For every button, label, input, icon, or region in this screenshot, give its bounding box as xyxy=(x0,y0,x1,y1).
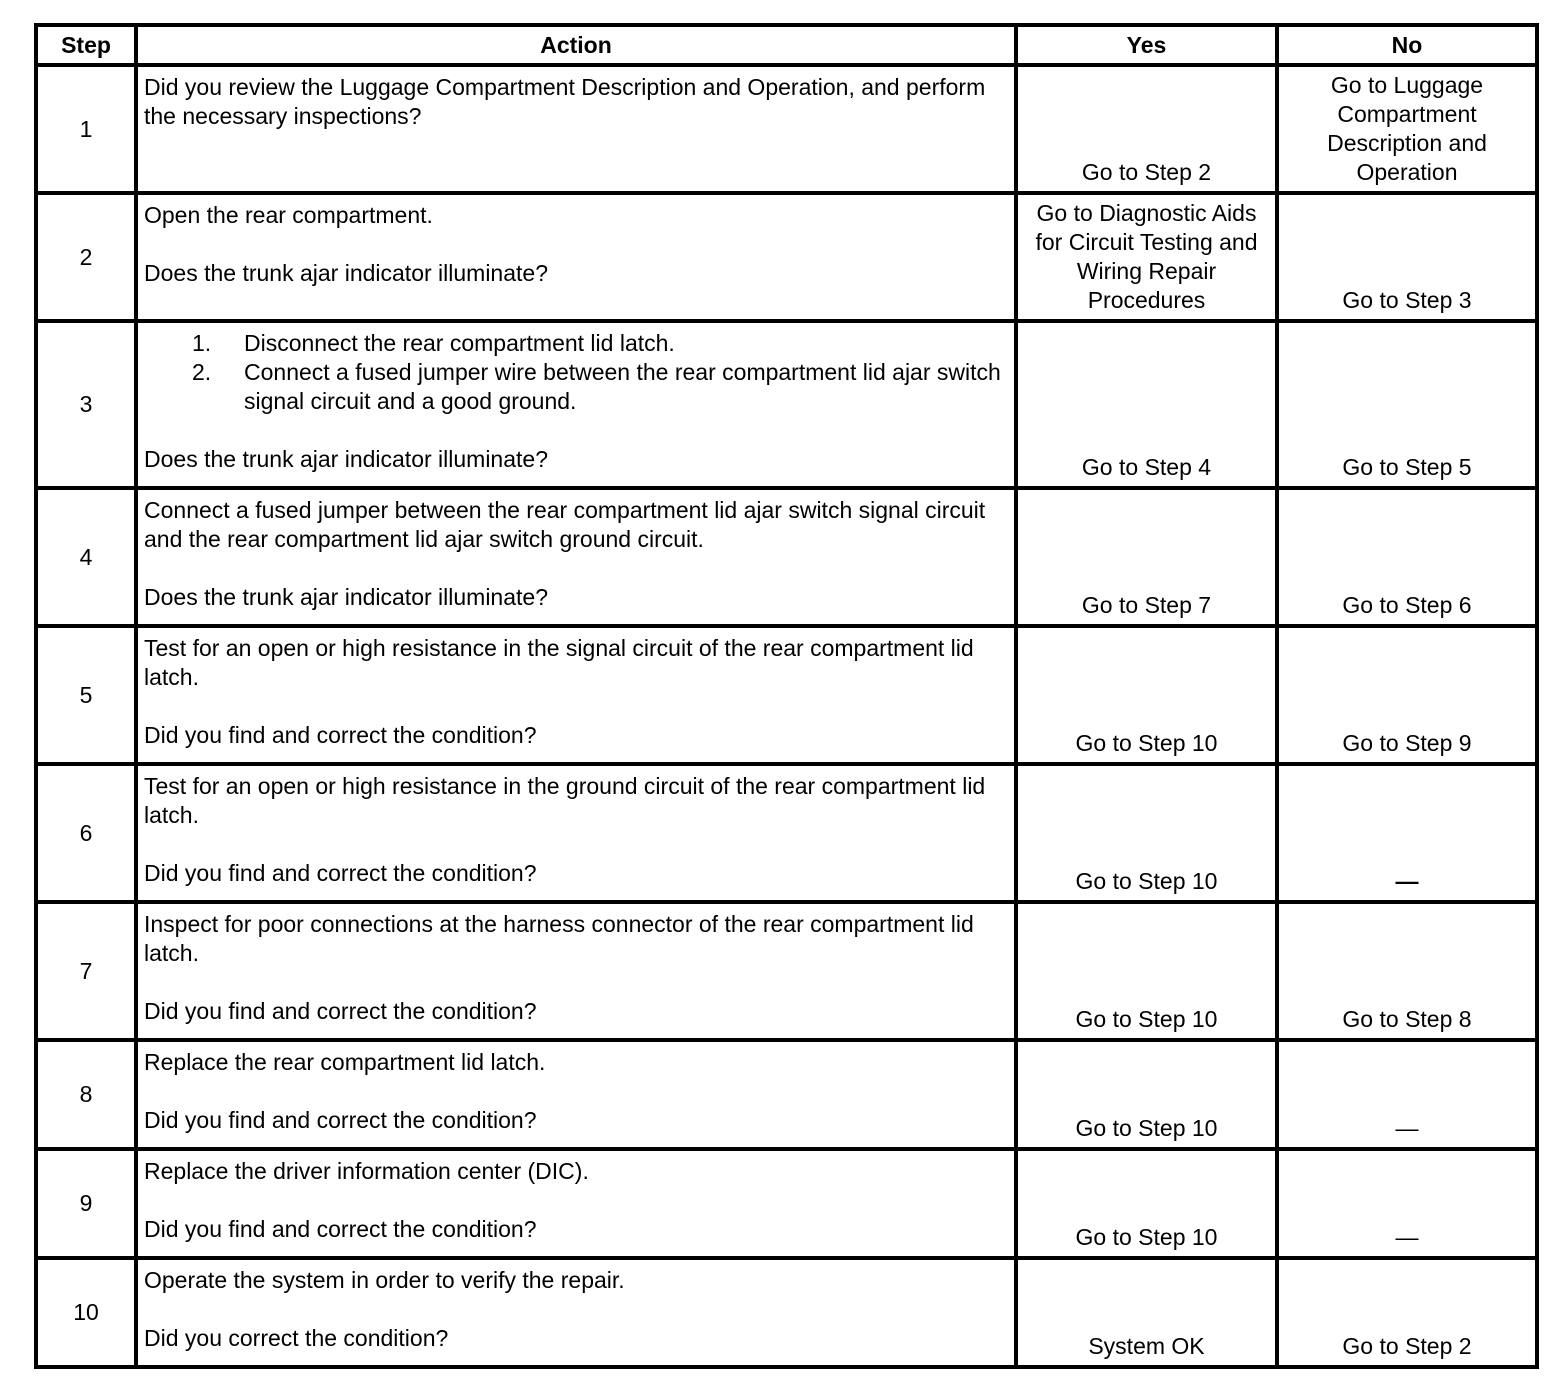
table-row xyxy=(36,65,1537,193)
step-number: 4 xyxy=(36,488,136,626)
yes-cell: Go to Diagnostic Aids for Circuit Testing and Wiring Repair Procedures xyxy=(1016,193,1277,321)
no-cell: — xyxy=(1277,1149,1537,1258)
yes-cell: Go to Step 7 xyxy=(1016,488,1277,626)
no-cell: Go to Step 2 xyxy=(1277,1258,1537,1367)
action-question: Did you correct the condition? xyxy=(144,1325,449,1351)
action-text: Replace the driver information center (DIC). xyxy=(144,1158,589,1184)
step-number: 5 xyxy=(36,626,136,764)
action-cell xyxy=(136,902,1016,1040)
table-row xyxy=(36,1040,1537,1149)
action-cell xyxy=(136,1040,1016,1149)
table-row xyxy=(36,1149,1537,1258)
no-cell: — xyxy=(1277,1040,1537,1149)
action-steps-list xyxy=(192,329,1008,416)
yes-cell: Go to Step 10 xyxy=(1016,902,1277,1040)
action-question: Does the trunk ajar indicator illuminate? xyxy=(144,260,548,286)
header-no: No xyxy=(1277,25,1537,65)
action-text: Connect a fused jumper between the rear compartment lid ajar switch signal circuit and the rear compartment lid ajar switch ground circuit. xyxy=(144,497,986,552)
list-item-text: Connect a fused jumper wire between the rear compartment lid ajar switch signal circuit and a good ground. xyxy=(244,359,1001,414)
step-number: 8 xyxy=(36,1040,136,1149)
action-text: Operate the system in order to verify the repair. xyxy=(144,1267,625,1293)
action-cell xyxy=(136,626,1016,764)
header-step: Step xyxy=(36,25,136,65)
no-cell: Go to Step 3 xyxy=(1277,193,1537,321)
diagnostic-table xyxy=(34,23,1539,1369)
action-question: Does the trunk ajar indicator illuminate? xyxy=(144,446,548,472)
action-cell xyxy=(136,1258,1016,1367)
action-question: Did you find and correct the condition? xyxy=(144,1216,537,1242)
table-row xyxy=(36,193,1537,321)
table-row xyxy=(36,1258,1537,1367)
yes-cell: Go to Step 10 xyxy=(1016,764,1277,902)
action-question: Did you find and correct the condition? xyxy=(144,722,537,748)
no-cell: Go to Step 5 xyxy=(1277,321,1537,488)
header-row xyxy=(36,25,1537,65)
no-cell: Go to Luggage Compartment Description and Operation xyxy=(1277,65,1537,193)
action-text: Did you review the Luggage Compartment Description and Operation, and perform the necessary inspections? xyxy=(144,74,986,129)
no-cell: — xyxy=(1277,764,1537,902)
action-text: Replace the rear compartment lid latch. xyxy=(144,1049,546,1075)
action-text: Test for an open or high resistance in the signal circuit of the rear compartment lid latch. xyxy=(144,635,974,690)
yes-cell: Go to Step 2 xyxy=(1016,65,1277,193)
table-row xyxy=(36,321,1537,488)
list-item xyxy=(192,329,1008,358)
action-cell xyxy=(136,488,1016,626)
step-number: 9 xyxy=(36,1149,136,1258)
list-item-text: Disconnect the rear compartment lid latch. xyxy=(244,330,675,356)
action-text: Open the rear compartment. xyxy=(144,202,433,228)
step-number: 6 xyxy=(36,764,136,902)
yes-cell: System OK xyxy=(1016,1258,1277,1367)
action-text: Test for an open or high resistance in the ground circuit of the rear compartment lid latch. xyxy=(144,773,986,828)
table-row xyxy=(36,626,1537,764)
action-cell xyxy=(136,1149,1016,1258)
action-cell xyxy=(136,193,1016,321)
header-yes: Yes xyxy=(1016,25,1277,65)
step-number: 1 xyxy=(36,65,136,193)
no-cell: Go to Step 9 xyxy=(1277,626,1537,764)
yes-cell: Go to Step 10 xyxy=(1016,1040,1277,1149)
step-number: 3 xyxy=(36,321,136,488)
list-item xyxy=(192,358,1008,416)
list-item-number: 2. xyxy=(192,359,212,385)
action-question: Does the trunk ajar indicator illuminate? xyxy=(144,584,548,610)
header-action: Action xyxy=(136,25,1016,65)
table-row xyxy=(36,488,1537,626)
action-question: Did you find and correct the condition? xyxy=(144,1107,537,1133)
action-cell xyxy=(136,764,1016,902)
table-row xyxy=(36,764,1537,902)
yes-cell: Go to Step 10 xyxy=(1016,1149,1277,1258)
action-text: Inspect for poor connections at the harness connector of the rear compartment lid latch. xyxy=(144,911,974,966)
step-number: 7 xyxy=(36,902,136,1040)
no-cell: Go to Step 8 xyxy=(1277,902,1537,1040)
action-question: Did you find and correct the condition? xyxy=(144,998,537,1024)
list-item-number: 1. xyxy=(192,330,212,356)
table-row xyxy=(36,902,1537,1040)
step-number: 2 xyxy=(36,193,136,321)
yes-cell: Go to Step 10 xyxy=(1016,626,1277,764)
yes-cell: Go to Step 4 xyxy=(1016,321,1277,488)
action-question: Did you find and correct the condition? xyxy=(144,860,537,886)
step-number: 10 xyxy=(36,1258,136,1367)
action-cell xyxy=(136,65,1016,193)
no-cell: Go to Step 6 xyxy=(1277,488,1537,626)
action-cell xyxy=(136,321,1016,488)
